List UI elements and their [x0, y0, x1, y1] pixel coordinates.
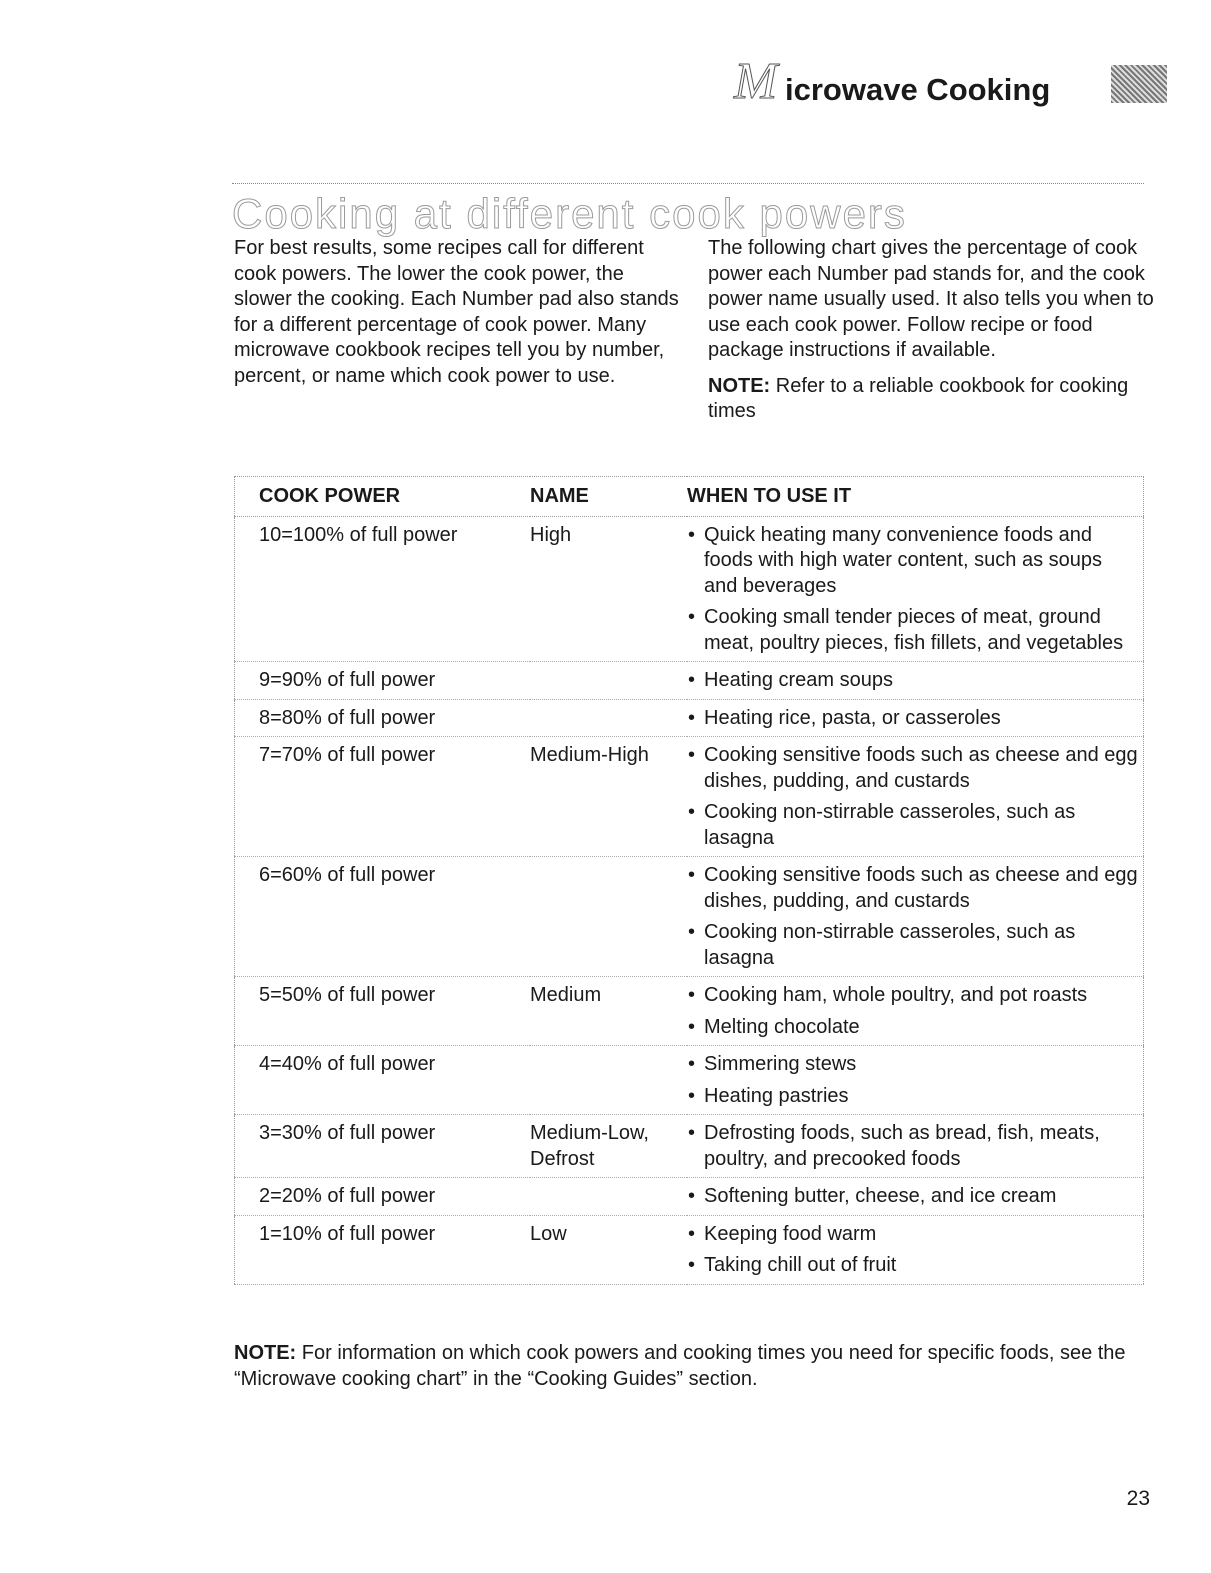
usage-item: • Defrosting foods, such as bread, fish, meats, poultry, and precooked foods — [687, 1121, 1139, 1172]
usage-list — [687, 743, 1139, 851]
header-title-initial: M — [734, 53, 778, 110]
cook-power-cell: 10=100% of full power — [235, 516, 531, 662]
table-header-row — [235, 477, 1144, 517]
usage-item: • Heating rice, pasta, or casseroles — [687, 706, 1139, 732]
usage-item: • Cooking ham, whole poultry, and pot roasts — [687, 983, 1139, 1009]
usage-list — [687, 706, 1139, 732]
usage-item: • Melting chocolate — [687, 1015, 1139, 1041]
power-name-cell: Medium-Low, Defrost — [530, 1115, 687, 1178]
table-row — [235, 699, 1144, 737]
usage-item: • Cooking non-stirrable casseroles, such as lasagna — [687, 800, 1139, 851]
table-row — [235, 662, 1144, 700]
inline-note-label: NOTE: — [708, 374, 771, 397]
usage-list — [687, 1052, 1139, 1109]
intro-right-column — [708, 236, 1158, 425]
cook-power-cell: 2=20% of full power — [235, 1178, 531, 1216]
bottom-note-text: For information on which cook powers and cooking times you need for specific foods, see the “Microwave cooking chart” in the “Cooking Guides” section. — [234, 1342, 1126, 1390]
usage-item: • Keeping food warm — [687, 1222, 1139, 1248]
cook-power-cell: 7=70% of full power — [235, 737, 531, 857]
usage-item: • Cooking sensitive foods such as cheese and egg dishes, pudding, and custards — [687, 743, 1139, 794]
table-row — [235, 977, 1144, 1046]
table-row — [235, 516, 1144, 662]
power-name-cell — [530, 662, 687, 700]
column-header-name: NAME — [530, 477, 687, 517]
power-name-cell: Medium-High — [530, 737, 687, 857]
usage-list — [687, 1121, 1139, 1172]
bottom-note — [234, 1341, 1164, 1392]
table-body — [235, 516, 1144, 1284]
inline-note — [708, 374, 1158, 425]
cook-power-cell: 3=30% of full power — [235, 1115, 531, 1178]
when-to-use-cell — [687, 1178, 1144, 1216]
usage-item: • Cooking small tender pieces of meat, ground meat, poultry pieces, fish fillets, and vegetables — [687, 605, 1139, 656]
usage-item: • Cooking sensitive foods such as cheese and egg dishes, pudding, and custards — [687, 863, 1139, 914]
cook-power-cell: 9=90% of full power — [235, 662, 531, 700]
usage-item: • Quick heating many convenience foods and foods with high water content, such as soups and beverages — [687, 523, 1139, 600]
usage-list — [687, 983, 1139, 1040]
table-row — [235, 737, 1144, 857]
power-name-cell — [530, 857, 687, 977]
when-to-use-cell — [687, 662, 1144, 700]
usage-list — [687, 668, 1139, 694]
table-row — [235, 857, 1144, 977]
power-name-cell: High — [530, 516, 687, 662]
table-row — [235, 1215, 1144, 1284]
power-name-cell — [530, 1178, 687, 1216]
header-title: icrowave Cooking — [785, 72, 1051, 107]
usage-list — [687, 1184, 1139, 1210]
table-row — [235, 1178, 1144, 1216]
power-name-cell: Medium — [530, 977, 687, 1046]
usage-item: • Simmering stews — [687, 1052, 1139, 1078]
when-to-use-cell — [687, 737, 1144, 857]
table-row — [235, 1115, 1144, 1178]
table-row — [235, 1046, 1144, 1115]
when-to-use-cell — [687, 1215, 1144, 1284]
power-name-cell — [530, 699, 687, 737]
usage-item: • Heating cream soups — [687, 668, 1139, 694]
cook-power-cell: 5=50% of full power — [235, 977, 531, 1046]
cook-power-cell: 4=40% of full power — [235, 1046, 531, 1115]
page-number: 23 — [1126, 1487, 1150, 1510]
bottom-note-label: NOTE: — [234, 1342, 297, 1364]
power-name-cell — [530, 1046, 687, 1115]
intro-right-paragraph: The following chart gives the percentage of cook power each Number pad stands for, and the cook power name usually used. It also tells you when to use each cook power. Follow recipe or food package instructions if available. — [708, 237, 1154, 361]
usage-item: • Taking chill out of fruit — [687, 1253, 1139, 1279]
header-texture-decoration — [1111, 65, 1167, 103]
usage-list — [687, 863, 1139, 971]
usage-item: • Softening butter, cheese, and ice cream — [687, 1184, 1139, 1210]
page-header — [730, 52, 1190, 122]
usage-item: • Heating pastries — [687, 1084, 1139, 1110]
inline-note-text: Refer to a reliable cookbook for cooking times — [708, 374, 1129, 422]
when-to-use-cell — [687, 699, 1144, 737]
usage-item: • Cooking non-stirrable casseroles, such as lasagna — [687, 920, 1139, 971]
when-to-use-cell — [687, 516, 1144, 662]
section-title: Cooking at different cook powers — [232, 190, 907, 237]
when-to-use-cell — [687, 857, 1144, 977]
cook-power-table — [234, 476, 1144, 1285]
when-to-use-cell — [687, 1115, 1144, 1178]
power-name-cell: Low — [530, 1215, 687, 1284]
usage-list — [687, 523, 1139, 657]
usage-list — [687, 1222, 1139, 1279]
column-header-cook-power: COOK POWER — [235, 477, 531, 517]
when-to-use-cell — [687, 977, 1144, 1046]
cook-power-cell: 8=80% of full power — [235, 699, 531, 737]
column-header-when-to-use: WHEN TO USE IT — [687, 477, 1144, 517]
intro-left-paragraph: For best results, some recipes call for different cook powers. The lower the cook power, the slower the cooking. Each Number pad also stands for a different percentage of cook power. Many microwave cookbook recipes tell you by number, percent, or name which cook power to use. — [234, 237, 679, 387]
when-to-use-cell — [687, 1046, 1144, 1115]
section-divider — [232, 183, 1144, 184]
cook-power-cell: 1=10% of full power — [235, 1215, 531, 1284]
cook-power-cell: 6=60% of full power — [235, 857, 531, 977]
